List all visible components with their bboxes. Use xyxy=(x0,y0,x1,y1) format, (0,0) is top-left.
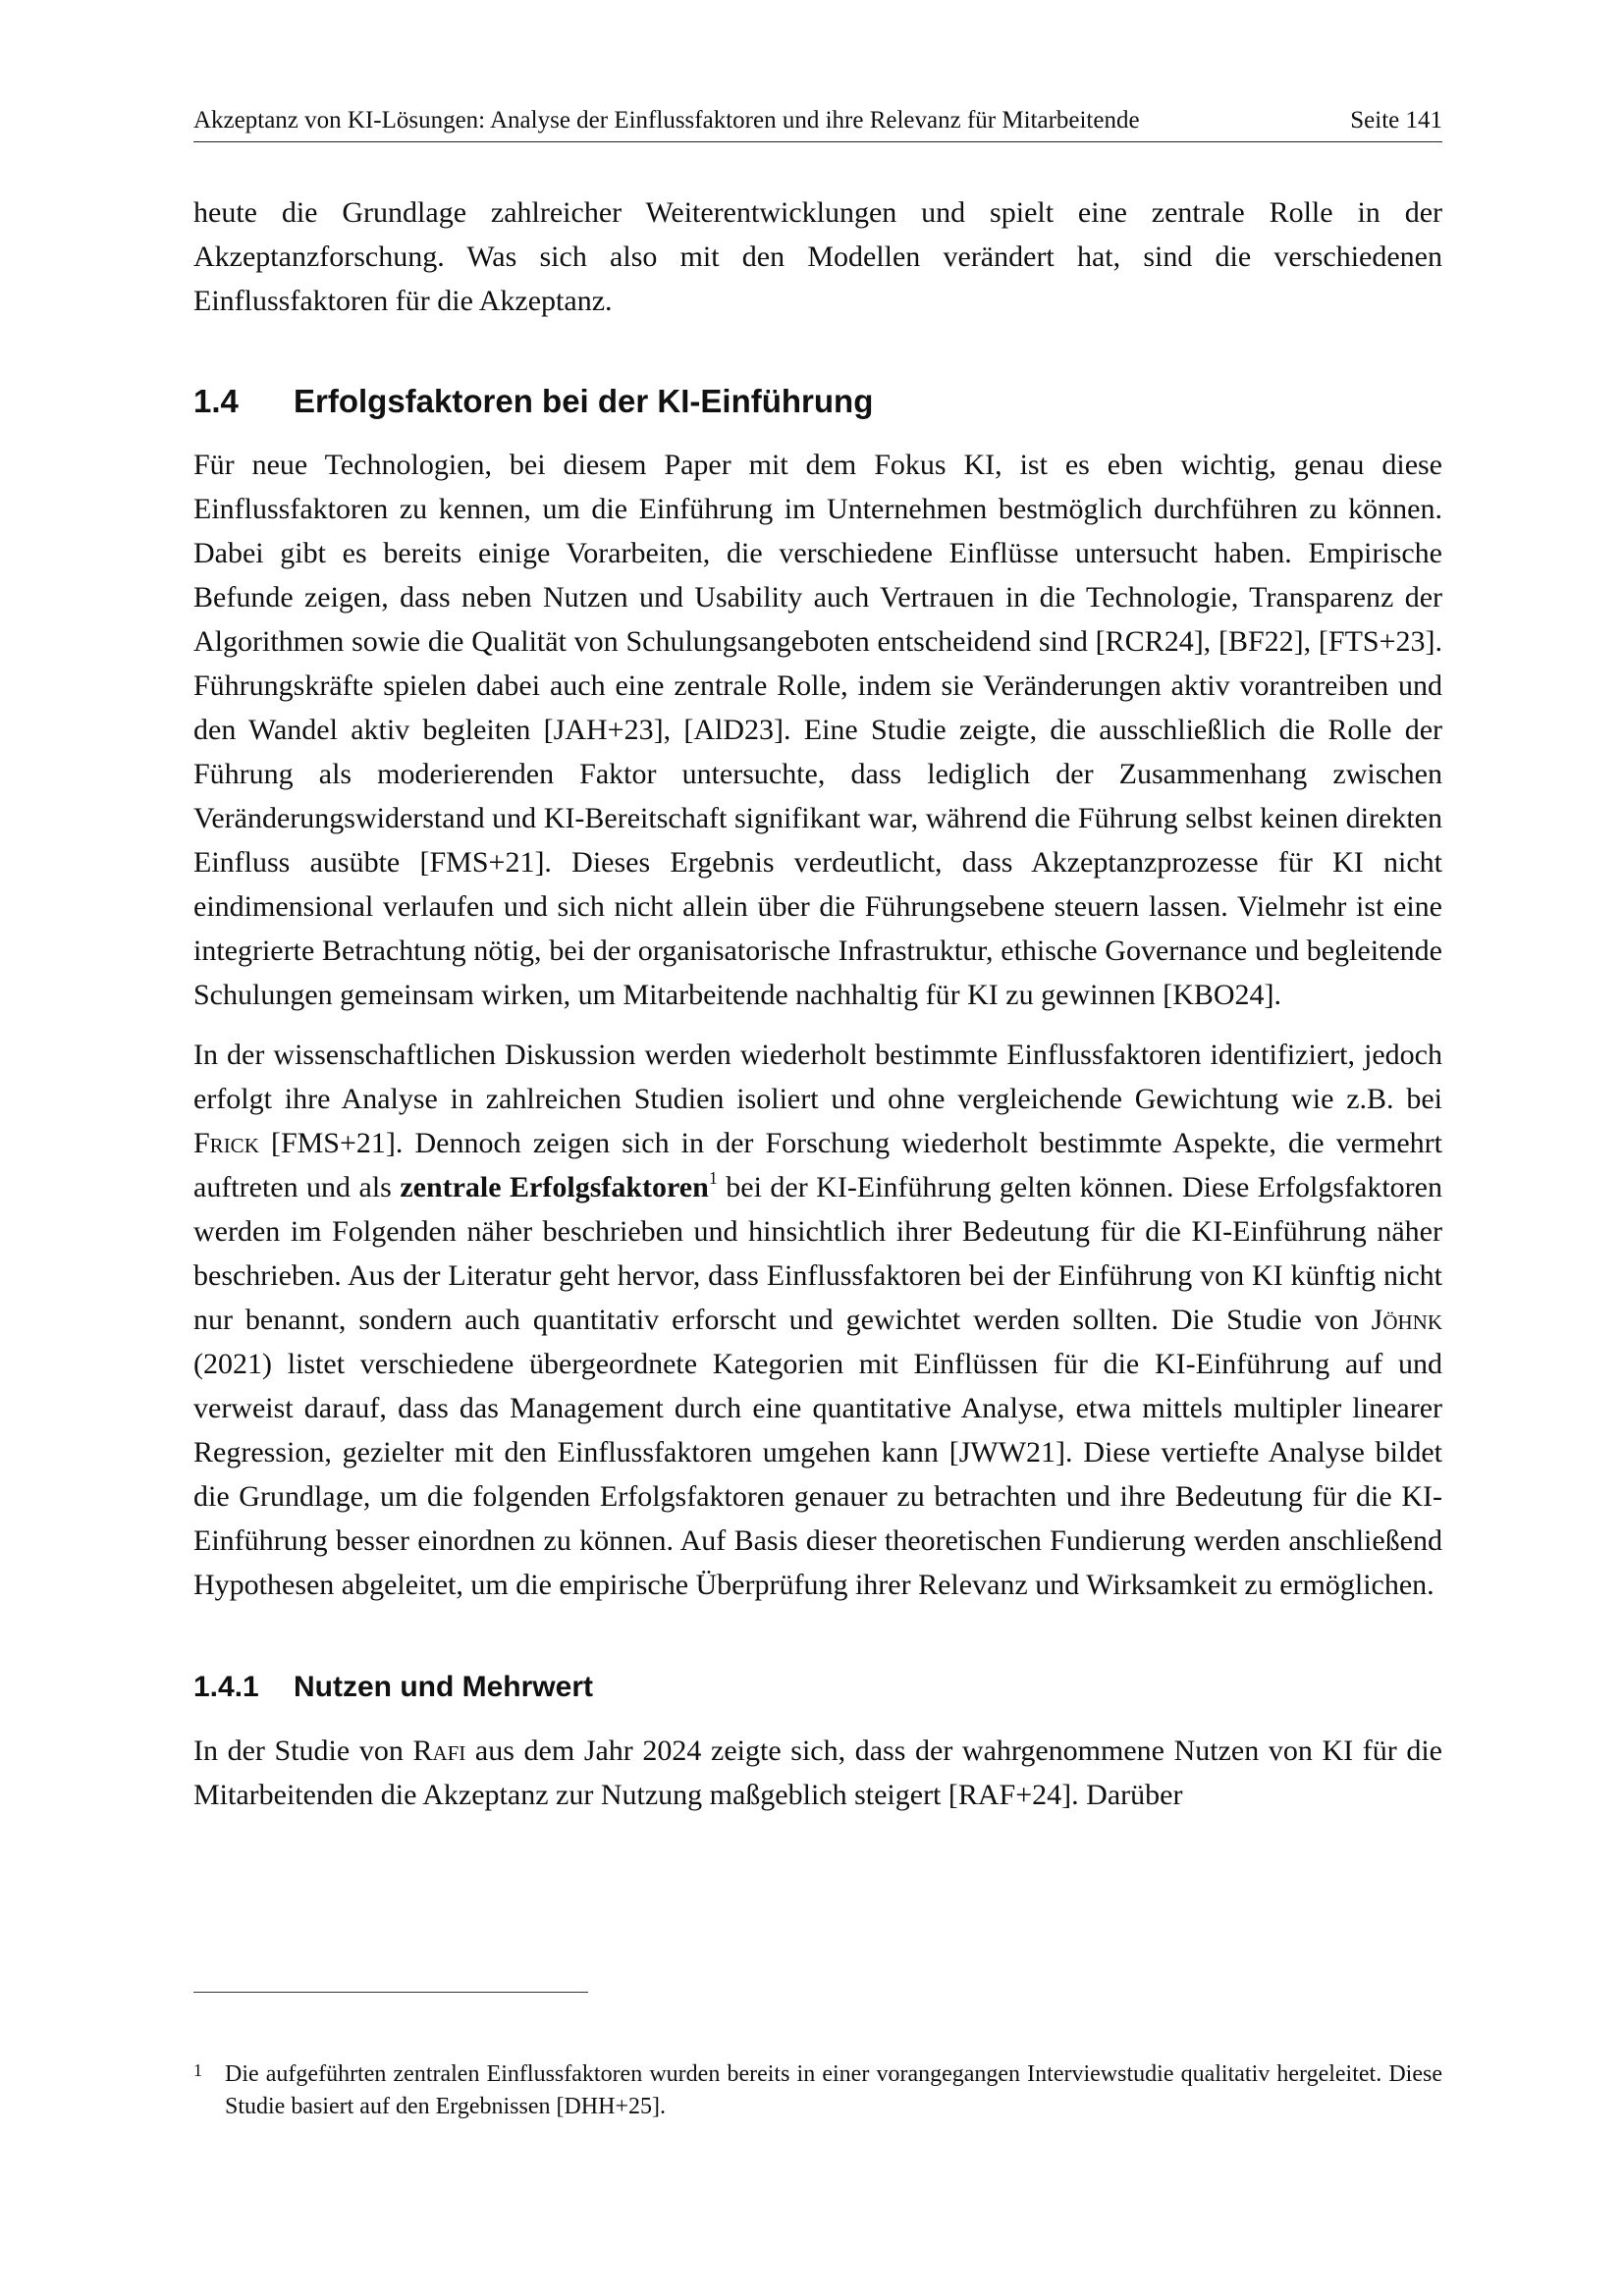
subsection-heading xyxy=(193,1665,1442,1709)
paragraph-text-segment: [FMS+21]. Dennoch zeigen sich in der Forschung wiederholt bestimmte Aspekte, die vermehrt auftreten und als xyxy=(193,1127,1442,1203)
paragraph-text-segment: In der Studie von xyxy=(193,1735,413,1767)
running-title: Akzeptanz von KI-Lösungen: Analyse der Einflussfaktoren und ihre Relevanz für Mitarbeitende xyxy=(193,107,1140,133)
page-body xyxy=(193,190,1442,1817)
page-number: Seite 141 xyxy=(1350,107,1442,133)
footnote-divider xyxy=(193,1992,588,1993)
footnote-text: Die aufgeführten zentralen Einflussfaktoren wurden bereits in einer vorangegangen Interviewstudie qualitativ hergeleitet. Diese Studie basiert auf den Ergebnissen [DHH+25]. xyxy=(225,2061,1442,2119)
footnote-mark: 1 xyxy=(193,2060,202,2080)
paragraph-success-factors: Für neue Technologien, bei diesem Paper mit dem Fokus KI, ist es eben wichtig, genau diese Einflussfaktoren zu kennen, um die Einführung im Unternehmen bestmöglich durchführen zu können. Dabei gibt es bereits einige Vorarbeiten, die verschiedene Einflüsse untersucht haben. Empirische Befunde zeigen, dass neben Nutzen und Usability auch Vertrauen in die Technologie, Transparenz der Algorithmen sowie die Qualität von Schulungsangeboten entscheidend sind [RCR24], [BF22], [FTS+23]. Führungskräfte spielen dabei auch eine zentrale Rolle, indem sie Veränderungen aktiv vorantreiben und den Wandel aktiv begleiten [JAH+23], [AlD23]. Eine Studie zeigte, die ausschließlich die Rolle der Führung als moderierenden Faktor untersuchte, dass lediglich der Zusammenhang zwischen Veränderungswiderstand und KI-Bereitschaft signifikant war, während die Führung selbst keinen direkten Einfluss ausübte [FMS+21]. Dieses Ergebnis verdeutlicht, dass Akzeptanzprozesse für KI nicht eindimensional verlaufen und sich nicht allein über die Führungsebene steuern lassen. Vielmehr ist eine integrierte Betrachtung nötig, bei der organisatorische Infrastruktur, ethische Governance und begleitende Schulungen gemeinsam wirken, um Mitarbeitende nachhaltig für KI zu gewinnen [KBO24]. xyxy=(193,449,1442,1011)
bold-term: zentrale Erfolgsfaktoren xyxy=(400,1171,709,1203)
subsection-title: Nutzen und Mehrwert xyxy=(294,1671,593,1703)
running-header xyxy=(193,106,1442,142)
section-title: Erfolgsfaktoren bei der KI-Einführung xyxy=(294,383,874,419)
paragraph-text-segment: In der wissenschaftlichen Diskussion werden wiederholt bestimmte Einflussfaktoren identifiziert, jedoch erfolgt ihre Analyse in zahlreichen Studien isoliert und ohne vergleichende Gewichtung wie z.B. bei xyxy=(193,1039,1442,1115)
footnote xyxy=(193,2058,1442,2123)
footnote-reference[interactable]: 1 xyxy=(708,1168,718,1188)
author-name: Rafi xyxy=(412,1735,466,1767)
paragraph-intro: heute die Grundlage zahlreicher Weiterentwicklungen und spielt eine zentrale Rolle in der Akzeptanzforschung. Was sich also mit den Modellen verändert hat, sind die verschiedenen Einflussfaktoren für die Akzeptanz. xyxy=(193,196,1442,317)
paragraph-benefit xyxy=(193,1729,1442,1817)
paragraph-text-segment: bei der KI-Einführung gelten können. Diese Erfolgsfaktoren werden im Folgenden näher beschrieben und hinsichtlich ihrer Bedeutung für die KI-Einführung näher beschrieben. Aus der Literatur geht hervor, dass Einflussfaktoren bei der Einführung von KI künftig nicht nur benannt, sondern auch quantitativ erforscht und gewichtet werden sollten. Die Studie von xyxy=(193,1171,1442,1336)
section-number: 1.4 xyxy=(193,383,239,419)
author-name: Frick xyxy=(193,1127,259,1159)
section-heading xyxy=(193,379,1442,423)
subsection-number: 1.4.1 xyxy=(193,1671,259,1703)
paragraph-text-segment: (2021) listet verschiedene übergeordnete Kategorien mit Einflüssen für die KI-Einführung auf und verweist darauf, dass das Management durch eine quantitative Analyse, etwa mittels multipler linearer Regression, gezielter mit den Einflussfaktoren umgehen kann [JWW21]. Diese vertiefte Analyse bildet die Grundlage, um die folgenden Erfolgsfaktoren genauer zu betrachten und ihre Bedeutung für die KI-Einführung besser einordnen zu können. Auf Basis dieser theoretischen Fundierung werden anschließend Hypothesen abgeleitet, um die empirische Überprüfung ihrer Relevanz und Wirksamkeit zu ermöglichen. xyxy=(193,1348,1442,1601)
paragraph-scientific-discussion xyxy=(193,1033,1442,1607)
paragraph-text-segment: aus dem Jahr 2024 zeigte sich, dass der wahrgenommene Nutzen von KI für die Mitarbeitenden die Akzeptanz zur Nutzung maßgeblich steigert [RAF+24]. Darüber xyxy=(193,1735,1442,1811)
author-name: Jöhnk xyxy=(1371,1304,1442,1336)
